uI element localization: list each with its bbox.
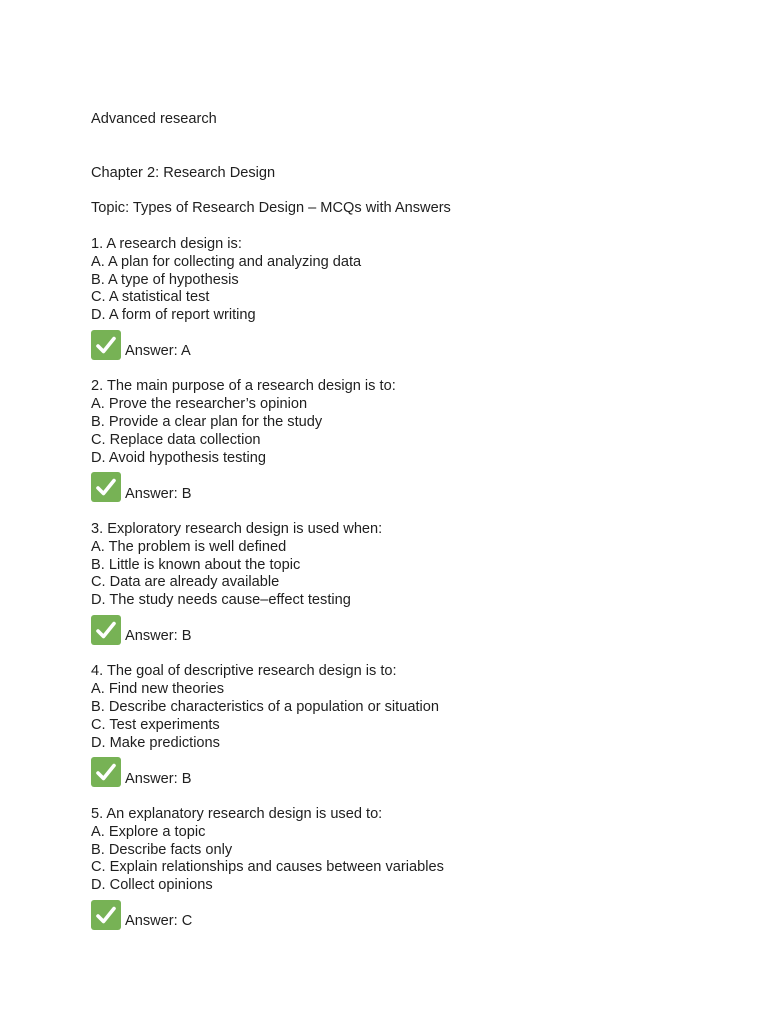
question-stem: 5. An explanatory research design is used to: [91,805,383,822]
document-title: Advanced research [91,111,217,127]
option-d: D. The study needs cause–effect testing [91,592,351,609]
option-b: B. A type of hypothesis [91,271,239,288]
option-a: A. Find new theories [91,681,225,698]
answer-label: Answer: A [125,343,191,360]
answer-label: Answer: C [125,913,193,930]
question-1 [91,236,444,361]
option-b: B. Describe characteristics of a population or situation [91,699,439,716]
answer-row [91,467,444,503]
answer-label: Answer: B [125,628,192,645]
option-a: A. Explore a topic [91,823,206,840]
question-list [91,236,444,948]
option-d: D. Make predictions [91,734,220,751]
check-mark-button-icon [91,615,121,645]
option-b: B. Provide a clear plan for the study [91,414,323,431]
check-mark-button-icon [91,900,121,930]
option-c: C. Data are already available [91,574,280,591]
question-3 [91,521,444,646]
question-stem: 2. The main purpose of a research design is to: [91,378,396,395]
option-b: B. Little is known about the topic [91,556,301,573]
option-c: C. Test experiments [91,716,220,733]
check-mark-button-icon [91,472,121,502]
option-d: D. Collect opinions [91,877,213,894]
option-c: C. A statistical test [91,289,210,306]
question-4 [91,663,444,788]
check-mark-button-icon [91,330,121,360]
question-5 [91,806,444,931]
question-stem: 3. Exploratory research design is used when: [91,520,383,537]
chapter-heading: Chapter 2: Research Design [91,165,276,181]
option-d: D. A form of report writing [91,307,256,324]
option-c: C. Explain relationships and causes between variables [91,859,444,876]
answer-row [91,752,444,788]
topic-heading: Topic: Types of Research Design – MCQs with Answers [91,200,451,216]
option-a: A. A plan for collecting and analyzing data [91,253,362,270]
question-2 [91,378,444,503]
answer-row [91,895,444,931]
check-mark-button-icon [91,757,121,787]
option-a: A. The problem is well defined [91,538,287,555]
answer-label: Answer: B [125,485,192,502]
option-a: A. Prove the researcher’s opinion [91,396,308,413]
option-c: C. Replace data collection [91,431,261,448]
option-b: B. Describe facts only [91,841,233,858]
option-d: D. Avoid hypothesis testing [91,449,266,466]
question-stem: 1. A research design is: [91,236,242,252]
answer-row [91,325,444,361]
answer-label: Answer: B [125,770,192,787]
question-stem: 4. The goal of descriptive research design is to: [91,663,397,680]
answer-row [91,610,444,646]
